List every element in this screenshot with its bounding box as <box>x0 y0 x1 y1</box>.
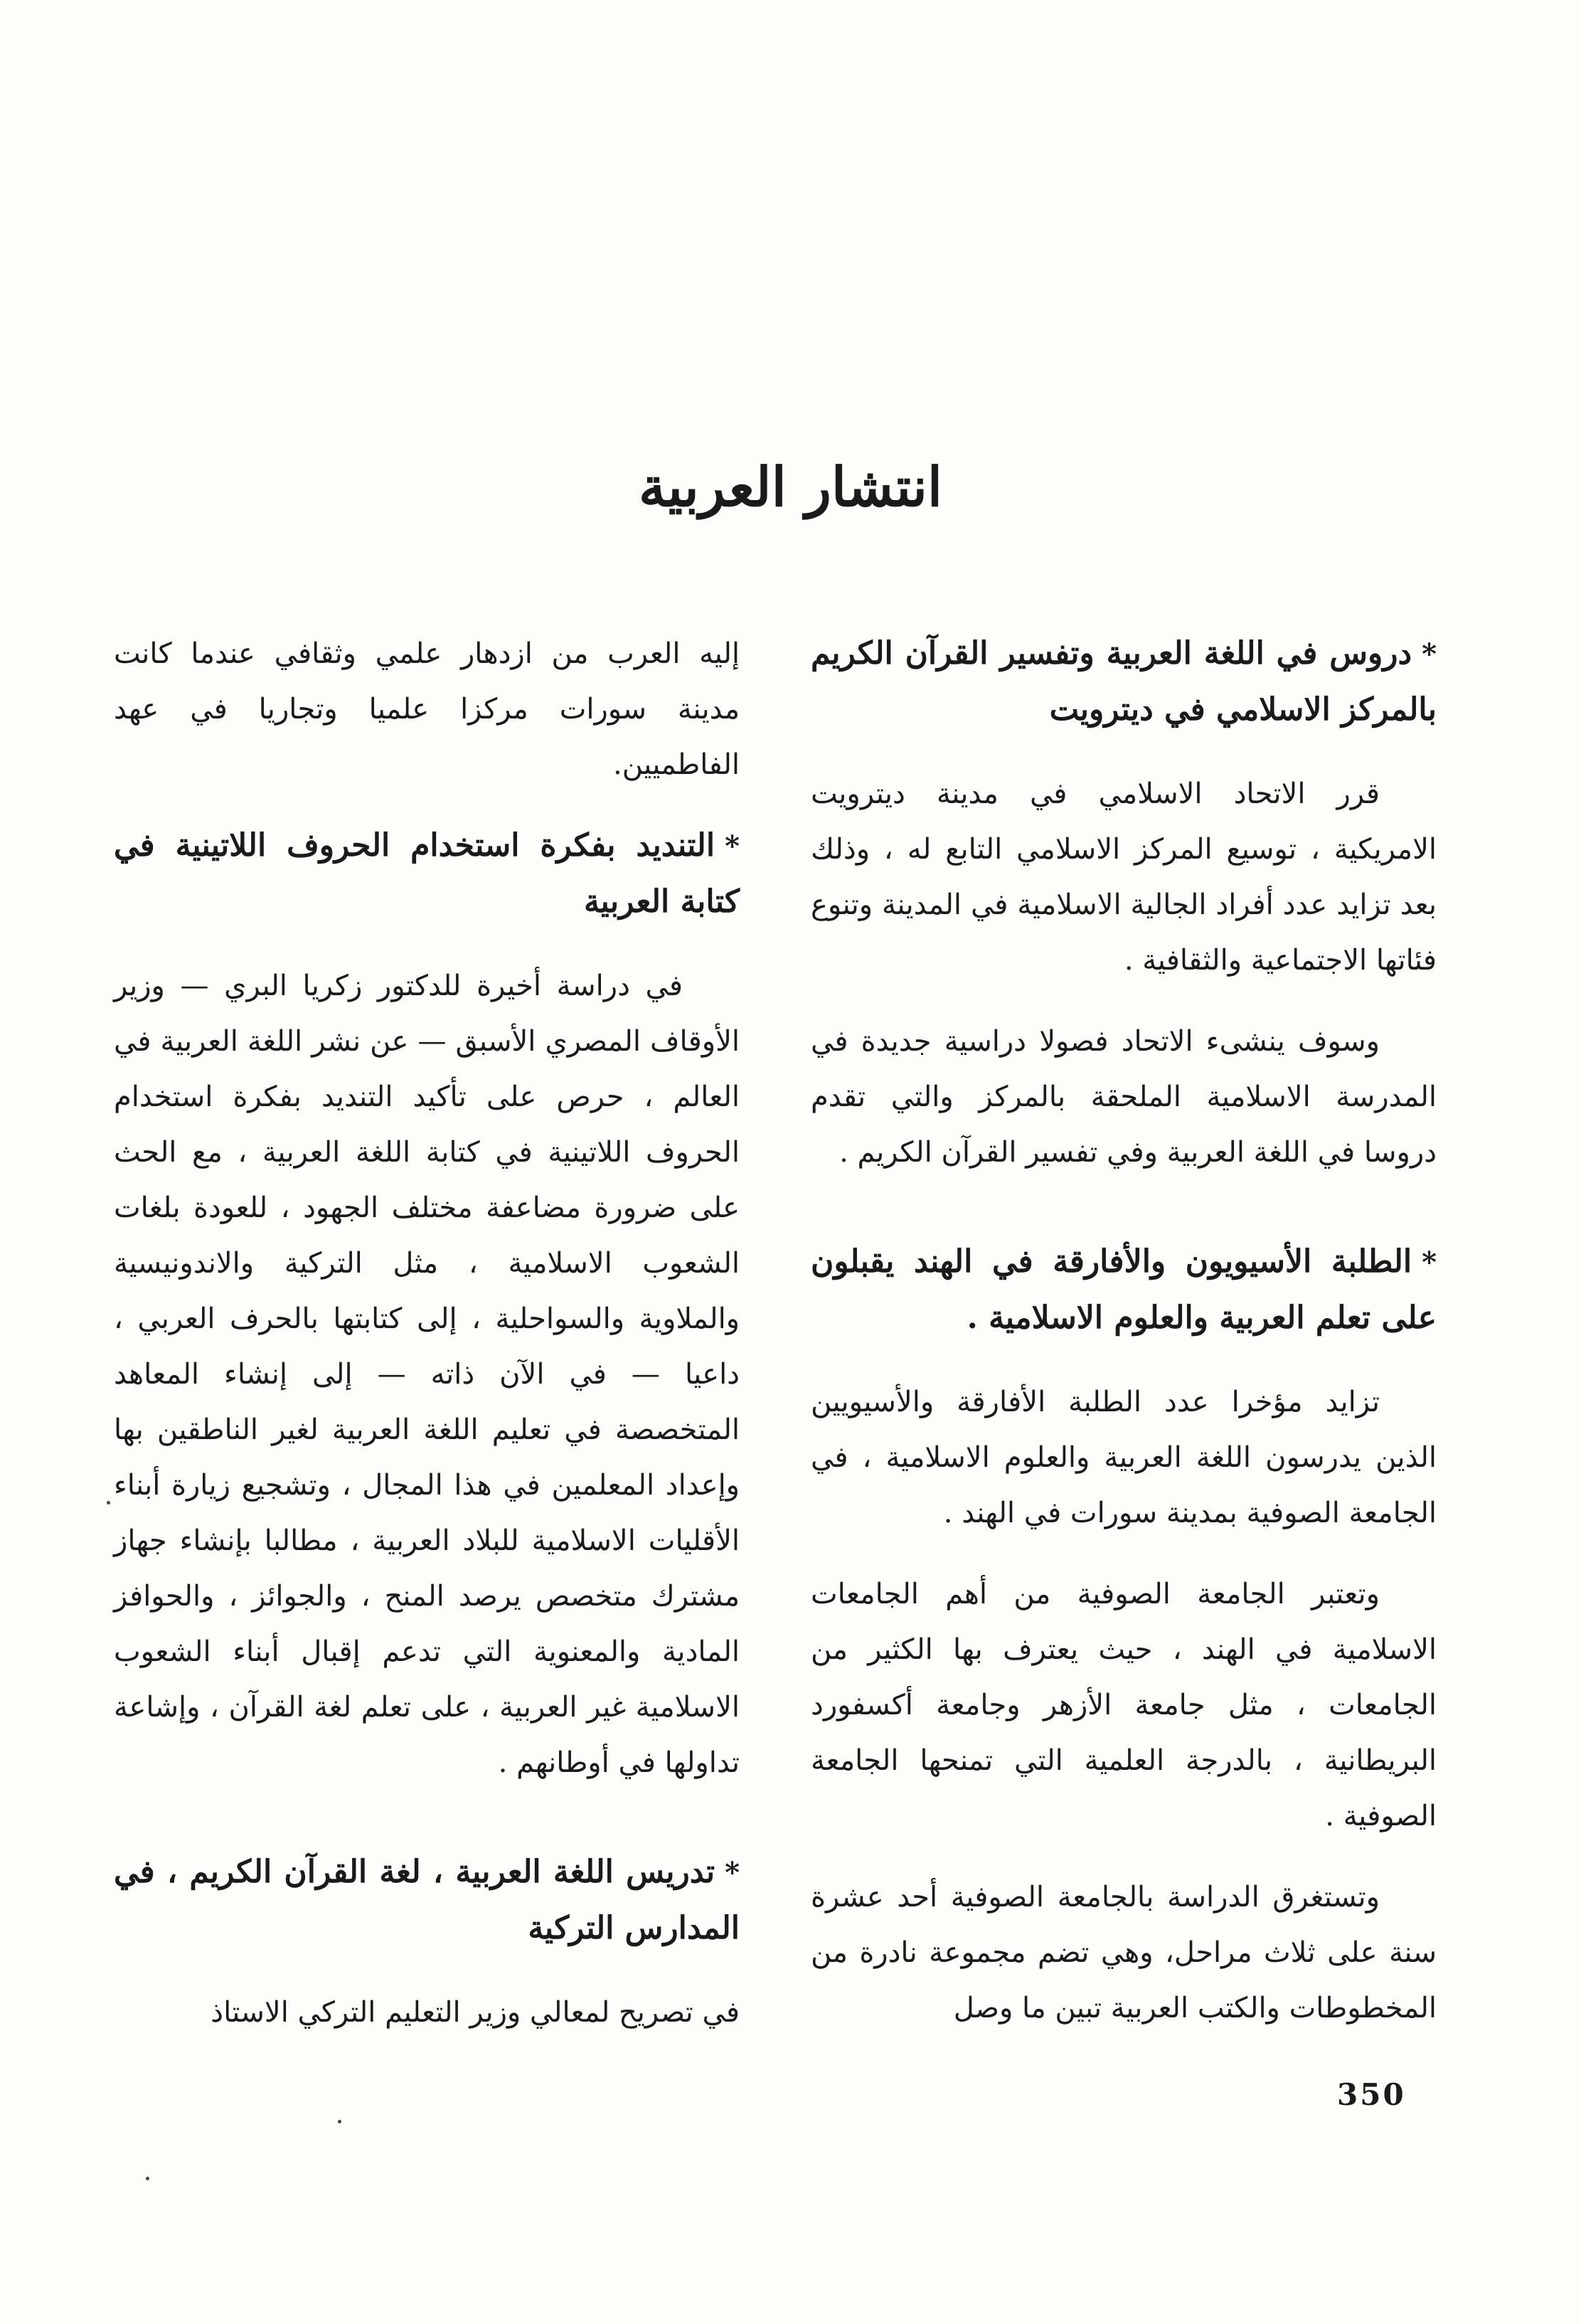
star-bullet-icon: * <box>725 1856 740 1889</box>
page-number: 350 <box>1337 2077 1406 2112</box>
star-bullet-icon: * <box>725 829 740 863</box>
section-gap <box>811 1206 1437 1234</box>
article-india-students <box>811 1234 1437 2036</box>
article-heading <box>114 1845 740 1956</box>
article-paragraph: في دراسة أخيرة للدكتور زكريا البري — وزير الأوقاف المصري الأسبق — عن نشر اللغة العربية في العالم ، حرص على تأكيد التنديد بفكرة استخدام الحروف اللاتينية في كتابة اللغة العربية ، مع الحث على ضرورة مضاعفة مختلف الجهود ، للعودة بلغات الشعوب الاسلامية ، مثل التركية والاندونيسية والملاوية والسواحلية ، إلى كتابتها بالحرف العربي ، داعيا — في الآن ذاته — إلى إنشاء المعاهد المتخصصة في تعليم اللغة العربية لغير الناطقين بها وإعداد المعلمين في هذا المجال ، وتشجيع زيارة أبناء الأقليات الاسلامية للبلاد العربية ، مطالبا بإنشاء جهاز مشترك متخصص يرصد المنح ، والجوائز ، والحوافز المادية والمعنوية التي تدعم إقبال أبناء الشعوب الاسلامية غير العربية ، على تعلم لغة القرآن ، وإشاعة تداولها في أوطانهم . <box>114 970 740 1779</box>
article-dearborn <box>811 626 1437 1180</box>
article-turkish-schools <box>114 1845 740 2040</box>
scan-speck <box>107 1501 110 1505</box>
article-heading-text: التنديد بفكرة استخدام الحروف اللاتينية في كتابة العربية <box>114 827 740 920</box>
star-bullet-icon: * <box>1422 637 1437 671</box>
page-title: انتشار العربية <box>638 455 943 519</box>
article-paragraph: وسوف ينشىء الاتحاد فصولا دراسية جديدة في المدرسة الاسلامية الملحقة بالمركز والتي تقدم دروسا في اللغة العربية وفي تفسير القرآن الكريم . <box>811 1025 1437 1169</box>
scan-speck <box>338 2120 341 2123</box>
article-heading-text: دروس في اللغة العربية وتفسير القرآن الكريم بالمركز الاسلامي في ديترويت <box>811 635 1437 728</box>
article-heading <box>114 818 740 930</box>
article-paragraph: وتستغرق الدراسة بالجامعة الصوفية أحد عشرة سنة على ثلاث مراحل، وهي تضم مجموعة نادرة من المخطوطات والكتب العربية تبين ما وصل <box>811 1881 1437 2025</box>
left-column <box>114 626 740 2066</box>
article-heading-text: تدريس اللغة العربية ، لغة القرآن الكريم ، في المدارس التركية <box>114 1854 740 1946</box>
article-paragraph: إليه العرب من ازدهار علمي وثقافي عندما كانت مدينة سورات مركزا علميا وتجاريا في عهد الفاطميين. <box>114 637 740 781</box>
article-paragraph: قرر الاتحاد الاسلامي في مدينة ديترويت الامريكية ، توسيع المركز الاسلامي التابع له ، وذلك بعد تزايد عدد أفراد الجالية الاسلامية في المدينة وتنوع فئاتها الاجتماعية والثقافية . <box>811 778 1437 977</box>
scan-speck <box>146 2177 149 2180</box>
section-gap <box>114 1816 740 1845</box>
article-paragraph: تزايد مؤخرا عدد الطلبة الأفارقة والأسيويين الذين يدرسون اللغة العربية والعلوم الاسلامية ، في الجامعة الصوفية بمدينة سورات في الهند . <box>811 1386 1437 1529</box>
article-paragraph: وتعتبر الجامعة الصوفية من أهم الجامعات الاسلامية في الهند ، حيث يعترف بها الكثير من الجامعات ، مثل جامعة الأزهر وجامعة أكسفورد البريطانية ، بالدرجة العلمية التي تمنحها الجامعة الصوفية . <box>811 1578 1437 1832</box>
article-paragraph: في تصريح لمعالي وزير التعليم التركي الاستاذ <box>211 1996 740 2029</box>
star-bullet-icon: * <box>1422 1246 1437 1279</box>
article-heading <box>811 626 1437 738</box>
article-heading-text: الطلبة الأسيويون والأفارقة في الهند يقبلون على تعلم العربية والعلوم الاسلامية . <box>811 1243 1437 1336</box>
article-continuation <box>114 626 740 792</box>
article-latin-letters <box>114 818 740 1790</box>
article-heading <box>811 1234 1437 1346</box>
right-column <box>811 626 1437 2062</box>
